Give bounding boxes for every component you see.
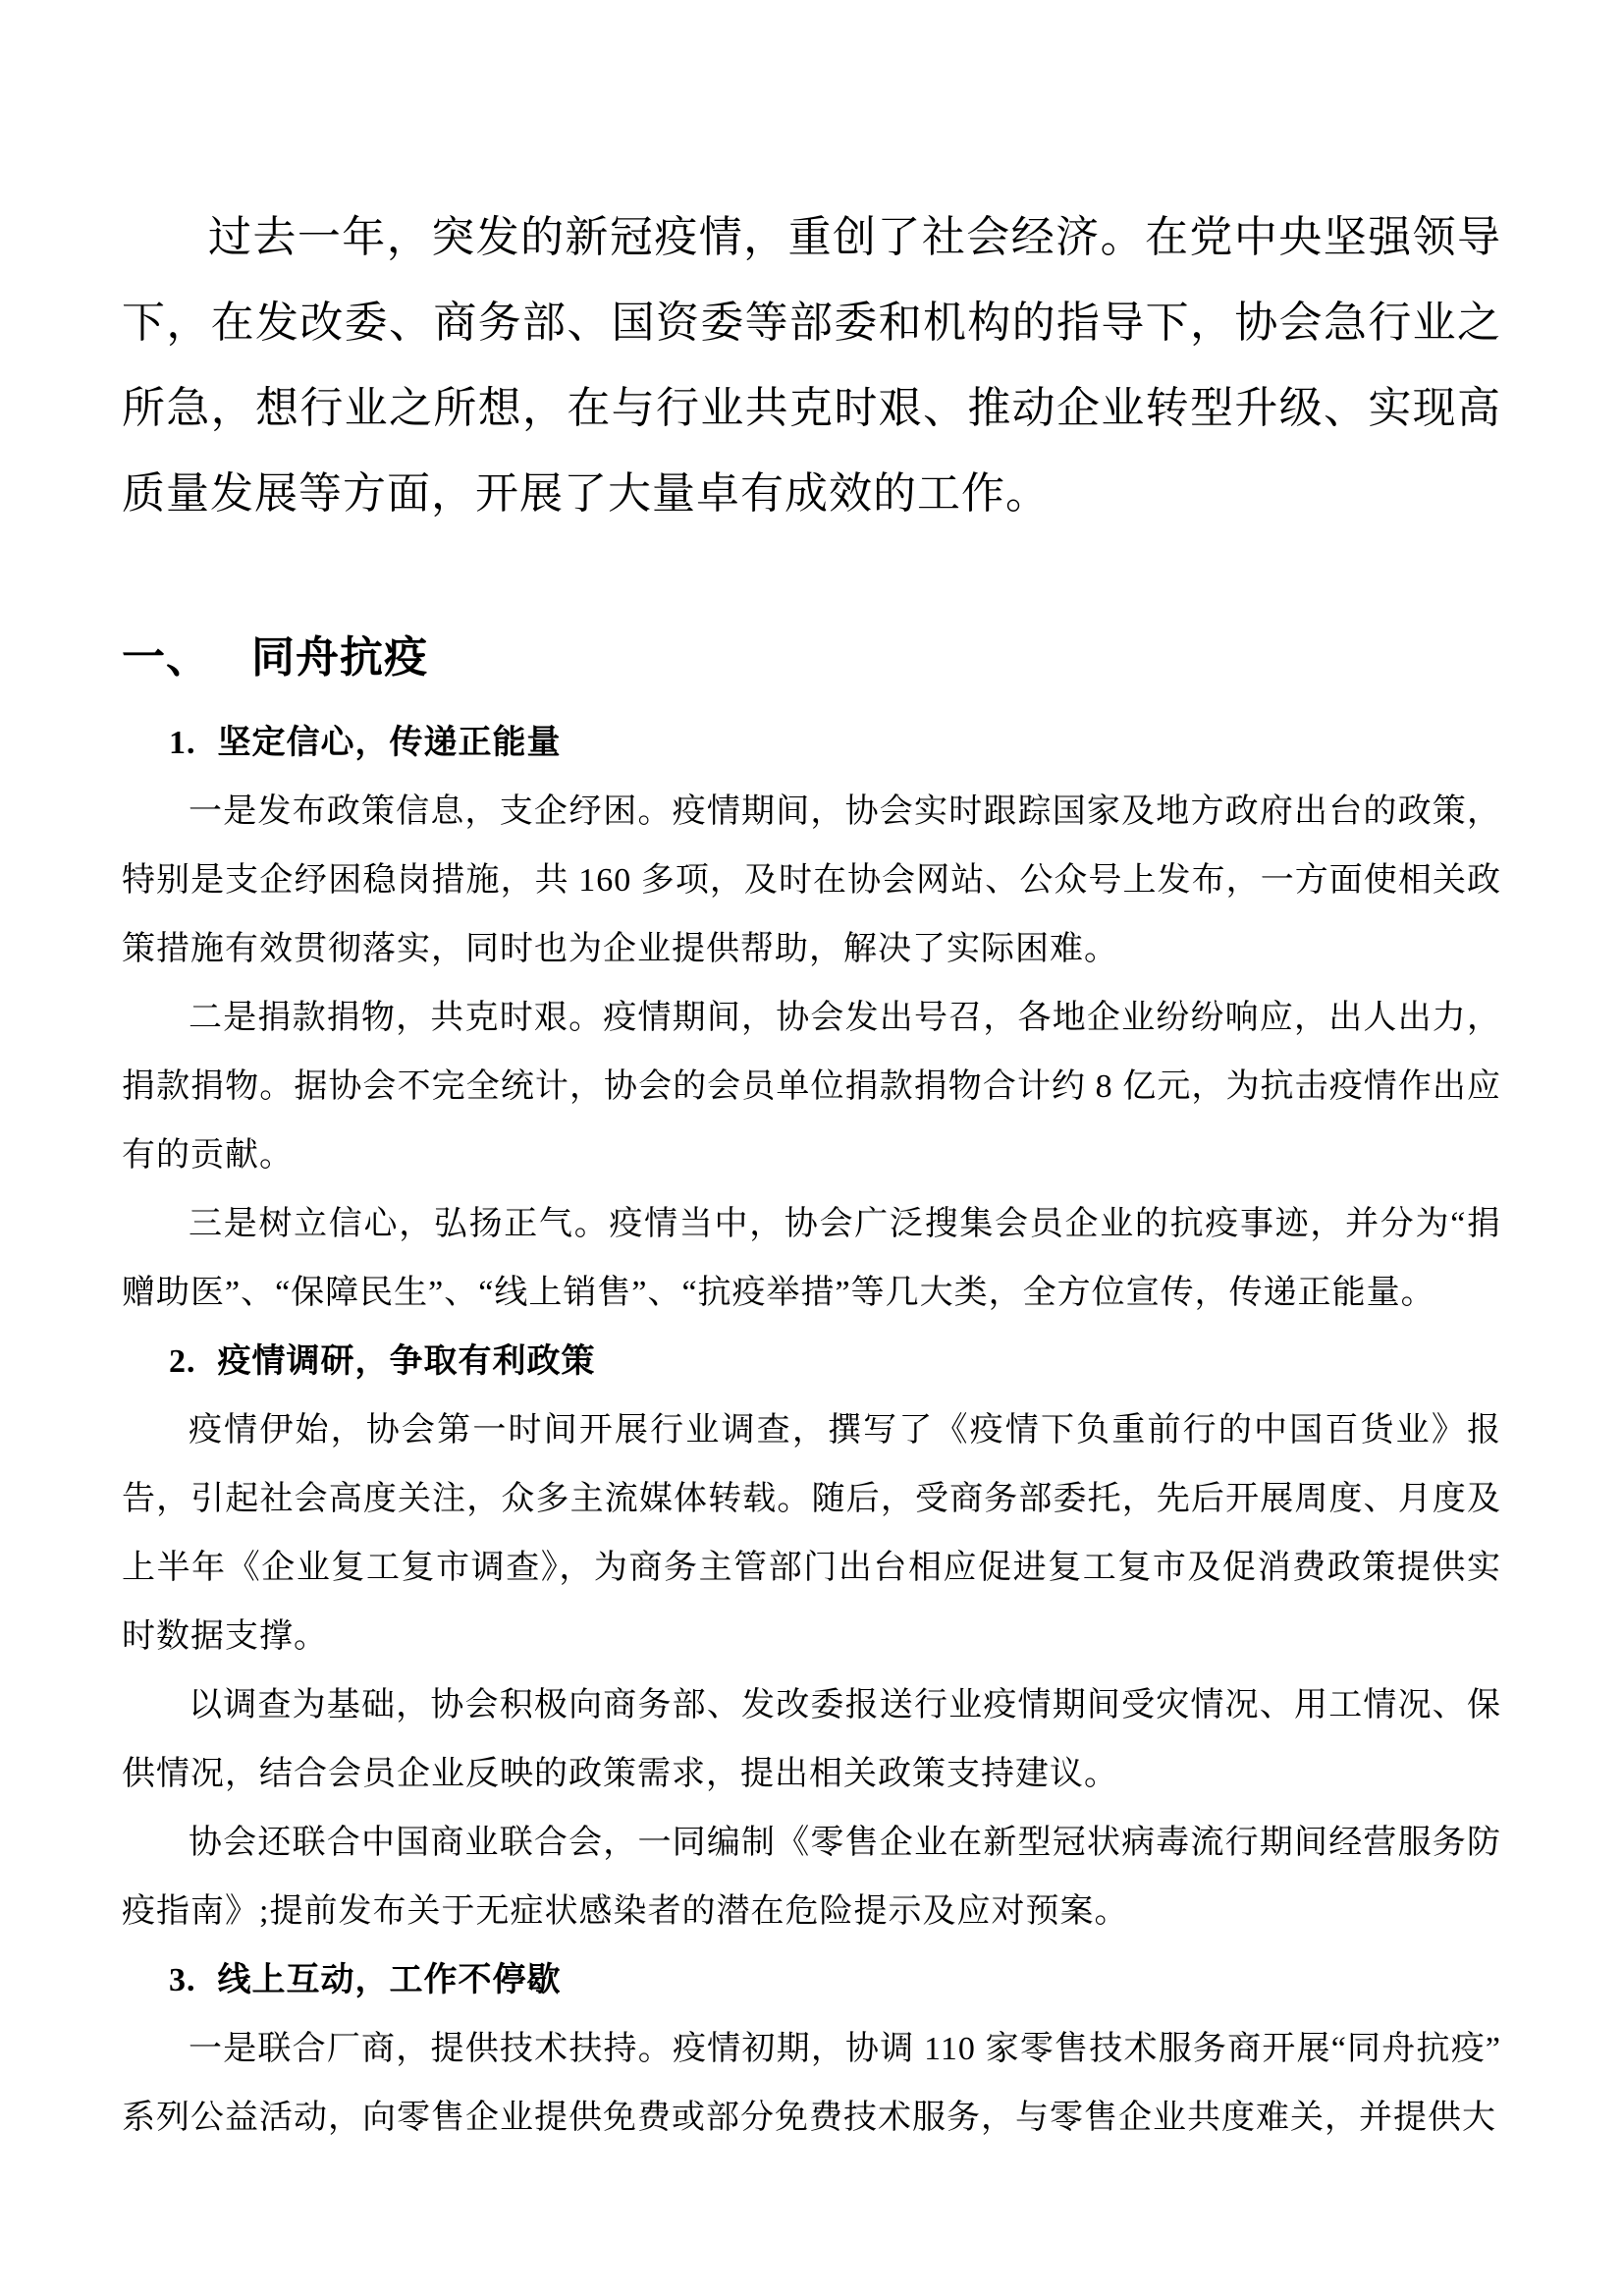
paragraph-policy-suggestions: 以调查为基础，协会积极向商务部、发改委报送行业疫情期间受灾情况、用工情况、保供情况，结合会员企业反映的政策需求，提出相关政策支持建议。 [122, 1687, 1501, 1792]
subsection-number: 1. [169, 725, 196, 761]
section-heading [122, 627, 1501, 689]
section-number: 一、 [122, 633, 210, 682]
paragraph-donations: 二是捐款捐物，共克时艰。疫情期间，协会发出号召，各地企业纷纷响应，出人出力，捐款捐物。据协会不完全统计，协会的会员单位捐款捐物合计约 8 亿元，为抗击疫情作出应有的贡献。 [122, 1000, 1501, 1174]
paragraph-confidence: 三是树立信心，弘扬正气。疫情当中，协会广泛搜集会员企业的抗疫事迹，并分为“捐赠助医”、“保障民生”、“线上销售”、“抗疫举措”等几大类，全方位宣传，传递正能量。 [122, 1206, 1501, 1311]
intro-paragraph: 过去一年，突发的新冠疫情，重创了社会经济。在党中央坚强领导下，在发改委、商务部、国资委等部委和机构的指导下，协会急行业之所急，想行业之所想，在与行业共克时艰、推动企业转型升级、实现高质量发展等方面，开展了大量卓有成效的工作。 [122, 213, 1501, 518]
paragraph-survey-report: 疫情伊始，协会第一时间开展行业调查，撰写了《疫情下负重前行的中国百货业》报告，引起社会高度关注，众多主流媒体转载。随后，受商务部委托，先后开展周度、月度及上半年《企业复工复市调查》，为商务主管部门出台相应促进复工复市及促消费政策提供实时数据支撑。 [122, 1412, 1501, 1655]
paragraph-guideline: 协会还联合中国商业联合会，一同编制《零售企业在新型冠状病毒流行期间经营服务防疫指南》;提前发布关于无症状感染者的潜在危险提示及应对预案。 [122, 1825, 1501, 1930]
subsection-number: 3. [169, 1962, 196, 1998]
subsection-heading-3 [122, 1946, 1501, 2015]
subsection-number: 2. [169, 1343, 196, 1380]
subsection-title: 线上互动，工作不停歇 [217, 1962, 562, 1998]
subsection-title: 坚定信心，传递正能量 [217, 725, 562, 761]
paragraph-tech-support: 一是联合厂商，提供技术扶持。疫情初期，协调 110 家零售技术服务商开展“同舟抗疫”系列公益活动，向零售企业提供免费或部分免费技术服务，与零售企业共度难关，并提供大 [122, 2031, 1501, 2136]
paragraph-policy-info: 一是发布政策信息，支企纾困。疫情期间，协会实时跟踪国家及地方政府出台的政策，特别是支企纾困稳岗措施，共 160 多项，及时在协会网站、公众号上发布，一方面使相关政策措施有效贯彻落实，同时也为企业提供帮助，解决了实际困难。 [122, 793, 1501, 967]
subsection-heading-2 [122, 1328, 1501, 1396]
section-title: 同舟抗疫 [251, 633, 428, 682]
subsection-heading-1 [122, 709, 1501, 778]
subsection-title: 疫情调研，争取有利政策 [217, 1343, 596, 1380]
